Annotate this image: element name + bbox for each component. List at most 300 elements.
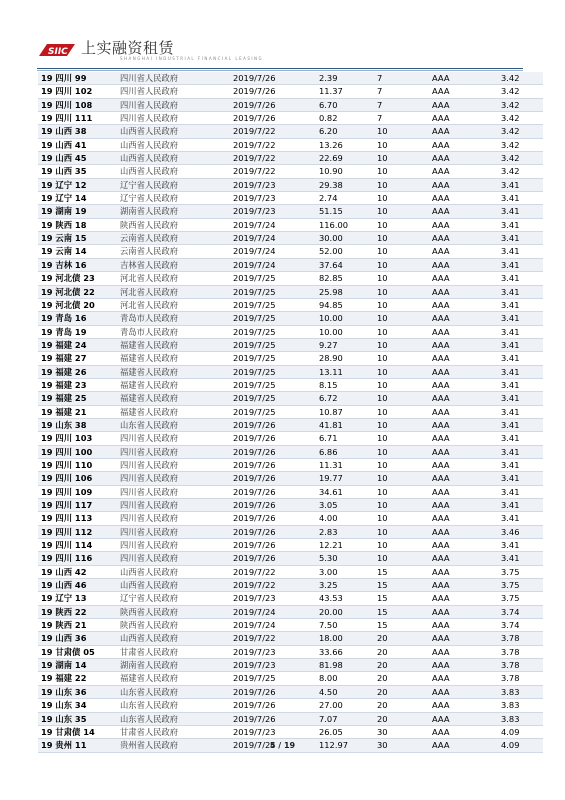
coupon-rate-cell: 3.41 bbox=[498, 432, 543, 445]
rating-cell: AAA bbox=[429, 659, 498, 672]
coupon-rate-cell: 3.41 bbox=[498, 392, 543, 405]
table-row bbox=[38, 485, 543, 498]
term-cell: 10 bbox=[374, 152, 429, 165]
rating-cell: AAA bbox=[429, 619, 498, 632]
bond-name-cell: 19 辽宁 12 bbox=[38, 178, 117, 191]
rating-cell: AAA bbox=[429, 232, 498, 245]
issuer-cell: 山西省人民政府 bbox=[117, 152, 230, 165]
table-row bbox=[38, 312, 543, 325]
issuer-cell: 四川省人民政府 bbox=[117, 539, 230, 552]
issue-date-cell: 2019/7/26 bbox=[230, 85, 316, 98]
coupon-rate-cell: 3.46 bbox=[498, 525, 543, 538]
issuer-cell: 四川省人民政府 bbox=[117, 445, 230, 458]
amount-cell: 94.85 bbox=[316, 298, 374, 311]
rating-cell: AAA bbox=[429, 472, 498, 485]
rating-cell: AAA bbox=[429, 205, 498, 218]
rating-cell: AAA bbox=[429, 245, 498, 258]
amount-cell: 6.71 bbox=[316, 432, 374, 445]
coupon-rate-cell: 3.42 bbox=[498, 85, 543, 98]
company-logo bbox=[37, 36, 264, 64]
coupon-rate-cell: 3.41 bbox=[498, 539, 543, 552]
issue-date-cell: 2019/7/26 bbox=[230, 552, 316, 565]
issue-date-cell: 2019/7/22 bbox=[230, 565, 316, 578]
issue-date-cell: 2019/7/26 bbox=[230, 539, 316, 552]
issuer-cell: 福建省人民政府 bbox=[117, 672, 230, 685]
bond-name-cell: 19 甘肃债 05 bbox=[38, 645, 117, 658]
term-cell: 7 bbox=[374, 98, 429, 111]
amount-cell: 9.27 bbox=[316, 338, 374, 351]
bond-name-cell: 19 辽宁 14 bbox=[38, 192, 117, 205]
coupon-rate-cell: 3.75 bbox=[498, 592, 543, 605]
coupon-rate-cell: 3.42 bbox=[498, 112, 543, 125]
table-row bbox=[38, 85, 543, 98]
issuer-cell: 四川省人民政府 bbox=[117, 85, 230, 98]
table-row bbox=[38, 565, 543, 578]
term-cell: 10 bbox=[374, 445, 429, 458]
table-row bbox=[38, 579, 543, 592]
term-cell: 30 bbox=[374, 739, 429, 752]
issue-date-cell: 2019/7/26 bbox=[230, 432, 316, 445]
term-cell: 20 bbox=[374, 632, 429, 645]
term-cell: 7 bbox=[374, 72, 429, 85]
amount-cell: 37.64 bbox=[316, 258, 374, 271]
bond-name-cell: 19 福建 23 bbox=[38, 378, 117, 391]
bond-name-cell: 19 山西 36 bbox=[38, 632, 117, 645]
issuer-cell: 四川省人民政府 bbox=[117, 512, 230, 525]
coupon-rate-cell: 3.41 bbox=[498, 352, 543, 365]
coupon-rate-cell: 3.42 bbox=[498, 165, 543, 178]
issuer-cell: 四川省人民政府 bbox=[117, 472, 230, 485]
issue-date-cell: 2019/7/24 bbox=[230, 245, 316, 258]
issuer-cell: 云南省人民政府 bbox=[117, 232, 230, 245]
amount-cell: 25.98 bbox=[316, 285, 374, 298]
coupon-rate-cell: 3.41 bbox=[498, 205, 543, 218]
table-row bbox=[38, 458, 543, 471]
issue-date-cell: 2019/7/26 bbox=[230, 685, 316, 698]
term-cell: 10 bbox=[374, 298, 429, 311]
issuer-cell: 贵州省人民政府 bbox=[117, 739, 230, 752]
table-row bbox=[38, 445, 543, 458]
table-row bbox=[38, 592, 543, 605]
issue-date-cell: 2019/7/22 bbox=[230, 632, 316, 645]
term-cell: 7 bbox=[374, 112, 429, 125]
term-cell: 10 bbox=[374, 272, 429, 285]
amount-cell: 6.72 bbox=[316, 392, 374, 405]
amount-cell: 6.70 bbox=[316, 98, 374, 111]
amount-cell: 82.85 bbox=[316, 272, 374, 285]
coupon-rate-cell: 3.41 bbox=[498, 218, 543, 231]
coupon-rate-cell: 3.41 bbox=[498, 285, 543, 298]
bond-name-cell: 19 青岛 19 bbox=[38, 325, 117, 338]
issuer-cell: 山西省人民政府 bbox=[117, 165, 230, 178]
bond-name-cell: 19 陕西 18 bbox=[38, 218, 117, 231]
table-row bbox=[38, 512, 543, 525]
rating-cell: AAA bbox=[429, 418, 498, 431]
coupon-rate-cell: 3.41 bbox=[498, 192, 543, 205]
amount-cell: 26.05 bbox=[316, 725, 374, 738]
bond-name-cell: 19 甘肃债 14 bbox=[38, 725, 117, 738]
table-row bbox=[38, 378, 543, 391]
amount-cell: 112.97 bbox=[316, 739, 374, 752]
issue-date-cell: 2019/7/24 bbox=[230, 218, 316, 231]
header-rule-secondary bbox=[37, 70, 523, 71]
coupon-rate-cell: 3.41 bbox=[498, 485, 543, 498]
rating-cell: AAA bbox=[429, 445, 498, 458]
issue-date-cell: 2019/7/26 bbox=[230, 418, 316, 431]
term-cell: 10 bbox=[374, 378, 429, 391]
rating-cell: AAA bbox=[429, 285, 498, 298]
term-cell: 10 bbox=[374, 512, 429, 525]
amount-cell: 27.00 bbox=[316, 699, 374, 712]
amount-cell: 13.26 bbox=[316, 138, 374, 151]
bond-name-cell: 19 山西 46 bbox=[38, 579, 117, 592]
table-row bbox=[38, 472, 543, 485]
coupon-rate-cell: 3.41 bbox=[498, 512, 543, 525]
bond-name-cell: 19 四川 109 bbox=[38, 485, 117, 498]
term-cell: 10 bbox=[374, 432, 429, 445]
issue-date-cell: 2019/7/25 bbox=[230, 672, 316, 685]
rating-cell: AAA bbox=[429, 699, 498, 712]
rating-cell: AAA bbox=[429, 312, 498, 325]
rating-cell: AAA bbox=[429, 125, 498, 138]
amount-cell: 7.50 bbox=[316, 619, 374, 632]
term-cell: 15 bbox=[374, 605, 429, 618]
coupon-rate-cell: 3.78 bbox=[498, 645, 543, 658]
term-cell: 10 bbox=[374, 325, 429, 338]
amount-cell: 7.07 bbox=[316, 712, 374, 725]
coupon-rate-cell: 3.41 bbox=[498, 272, 543, 285]
table-row bbox=[38, 725, 543, 738]
term-cell: 20 bbox=[374, 672, 429, 685]
issuer-cell: 四川省人民政府 bbox=[117, 72, 230, 85]
issuer-cell: 山东省人民政府 bbox=[117, 418, 230, 431]
term-cell: 10 bbox=[374, 338, 429, 351]
coupon-rate-cell: 3.74 bbox=[498, 605, 543, 618]
bond-name-cell: 19 辽宁 13 bbox=[38, 592, 117, 605]
rating-cell: AAA bbox=[429, 592, 498, 605]
page-number: 5 / 19 bbox=[269, 741, 296, 750]
coupon-rate-cell: 3.41 bbox=[498, 325, 543, 338]
table-row bbox=[38, 192, 543, 205]
coupon-rate-cell: 3.41 bbox=[498, 499, 543, 512]
table-row bbox=[38, 619, 543, 632]
issuer-cell: 辽宁省人民政府 bbox=[117, 592, 230, 605]
term-cell: 10 bbox=[374, 245, 429, 258]
bond-name-cell: 19 山东 38 bbox=[38, 418, 117, 431]
bond-name-cell: 19 河北债 22 bbox=[38, 285, 117, 298]
bond-name-cell: 19 贵州 11 bbox=[38, 739, 117, 752]
issue-date-cell: 2019/7/26 bbox=[230, 712, 316, 725]
term-cell: 10 bbox=[374, 418, 429, 431]
issue-date-cell: 2019/7/24 bbox=[230, 605, 316, 618]
bond-name-cell: 19 陕西 21 bbox=[38, 619, 117, 632]
term-cell: 10 bbox=[374, 552, 429, 565]
term-cell: 10 bbox=[374, 125, 429, 138]
coupon-rate-cell: 3.41 bbox=[498, 312, 543, 325]
amount-cell: 30.00 bbox=[316, 232, 374, 245]
rating-cell: AAA bbox=[429, 218, 498, 231]
table-row bbox=[38, 659, 543, 672]
bond-name-cell: 19 四川 112 bbox=[38, 525, 117, 538]
term-cell: 10 bbox=[374, 312, 429, 325]
page-header bbox=[0, 0, 565, 72]
issuer-cell: 河北省人民政府 bbox=[117, 272, 230, 285]
issue-date-cell: 2019/7/26 bbox=[230, 485, 316, 498]
bond-name-cell: 19 山东 35 bbox=[38, 712, 117, 725]
table-row bbox=[38, 245, 543, 258]
issue-date-cell: 2019/7/25 bbox=[230, 365, 316, 378]
bond-name-cell: 19 四川 99 bbox=[38, 72, 117, 85]
rating-cell: AAA bbox=[429, 178, 498, 191]
coupon-rate-cell: 3.41 bbox=[498, 378, 543, 391]
issuer-cell: 山西省人民政府 bbox=[117, 632, 230, 645]
bond-name-cell: 19 福建 26 bbox=[38, 365, 117, 378]
amount-cell: 116.00 bbox=[316, 218, 374, 231]
issuer-cell: 陕西省人民政府 bbox=[117, 605, 230, 618]
rating-cell: AAA bbox=[429, 258, 498, 271]
issue-date-cell: 2019/7/26 bbox=[230, 72, 316, 85]
issue-date-cell: 2019/7/24 bbox=[230, 232, 316, 245]
issue-date-cell: 2019/7/26 bbox=[230, 112, 316, 125]
term-cell: 10 bbox=[374, 499, 429, 512]
rating-cell: AAA bbox=[429, 392, 498, 405]
table-row bbox=[38, 125, 543, 138]
amount-cell: 52.00 bbox=[316, 245, 374, 258]
rating-cell: AAA bbox=[429, 685, 498, 698]
issue-date-cell: 2019/7/23 bbox=[230, 592, 316, 605]
term-cell: 10 bbox=[374, 539, 429, 552]
amount-cell: 3.05 bbox=[316, 499, 374, 512]
amount-cell: 5.30 bbox=[316, 552, 374, 565]
issuer-cell: 山东省人民政府 bbox=[117, 712, 230, 725]
term-cell: 10 bbox=[374, 405, 429, 418]
issuer-cell: 四川省人民政府 bbox=[117, 499, 230, 512]
issue-date-cell: 2019/7/24 bbox=[230, 739, 316, 752]
coupon-rate-cell: 3.41 bbox=[498, 178, 543, 191]
issue-date-cell: 2019/7/25 bbox=[230, 298, 316, 311]
table-row bbox=[38, 112, 543, 125]
rating-cell: AAA bbox=[429, 552, 498, 565]
issue-date-cell: 2019/7/25 bbox=[230, 285, 316, 298]
bond-name-cell: 19 青岛 16 bbox=[38, 312, 117, 325]
issue-date-cell: 2019/7/24 bbox=[230, 258, 316, 271]
rating-cell: AAA bbox=[429, 272, 498, 285]
rating-cell: AAA bbox=[429, 85, 498, 98]
table-row bbox=[38, 178, 543, 191]
coupon-rate-cell: 3.41 bbox=[498, 418, 543, 431]
amount-cell: 6.86 bbox=[316, 445, 374, 458]
term-cell: 10 bbox=[374, 218, 429, 231]
table-row bbox=[38, 432, 543, 445]
issuer-cell: 四川省人民政府 bbox=[117, 112, 230, 125]
coupon-rate-cell: 3.41 bbox=[498, 445, 543, 458]
amount-cell: 2.83 bbox=[316, 525, 374, 538]
amount-cell: 11.31 bbox=[316, 458, 374, 471]
issue-date-cell: 2019/7/26 bbox=[230, 458, 316, 471]
issue-date-cell: 2019/7/26 bbox=[230, 445, 316, 458]
coupon-rate-cell: 3.41 bbox=[498, 405, 543, 418]
issue-date-cell: 2019/7/25 bbox=[230, 338, 316, 351]
amount-cell: 20.00 bbox=[316, 605, 374, 618]
rating-cell: AAA bbox=[429, 165, 498, 178]
rating-cell: AAA bbox=[429, 365, 498, 378]
coupon-rate-cell: 3.42 bbox=[498, 72, 543, 85]
rating-cell: AAA bbox=[429, 192, 498, 205]
issue-date-cell: 2019/7/26 bbox=[230, 472, 316, 485]
amount-cell: 43.53 bbox=[316, 592, 374, 605]
issuer-cell: 甘肃省人民政府 bbox=[117, 645, 230, 658]
amount-cell: 29.38 bbox=[316, 178, 374, 191]
rating-cell: AAA bbox=[429, 499, 498, 512]
bond-name-cell: 19 山西 38 bbox=[38, 125, 117, 138]
bond-name-cell: 19 四川 111 bbox=[38, 112, 117, 125]
bond-name-cell: 19 四川 108 bbox=[38, 98, 117, 111]
table-row bbox=[38, 672, 543, 685]
issuer-cell: 四川省人民政府 bbox=[117, 485, 230, 498]
rating-cell: AAA bbox=[429, 712, 498, 725]
issuer-cell: 四川省人民政府 bbox=[117, 432, 230, 445]
coupon-rate-cell: 3.75 bbox=[498, 565, 543, 578]
term-cell: 10 bbox=[374, 232, 429, 245]
amount-cell: 12.21 bbox=[316, 539, 374, 552]
rating-cell: AAA bbox=[429, 325, 498, 338]
amount-cell: 34.61 bbox=[316, 485, 374, 498]
term-cell: 10 bbox=[374, 485, 429, 498]
table-row bbox=[38, 98, 543, 111]
issuer-cell: 云南省人民政府 bbox=[117, 245, 230, 258]
issue-date-cell: 2019/7/26 bbox=[230, 499, 316, 512]
issuer-cell: 陕西省人民政府 bbox=[117, 218, 230, 231]
issue-date-cell: 2019/7/26 bbox=[230, 512, 316, 525]
coupon-rate-cell: 3.78 bbox=[498, 659, 543, 672]
table-row bbox=[38, 152, 543, 165]
table-row bbox=[38, 272, 543, 285]
term-cell: 10 bbox=[374, 525, 429, 538]
issuer-cell: 湖南省人民政府 bbox=[117, 205, 230, 218]
bond-name-cell: 19 福建 24 bbox=[38, 338, 117, 351]
bond-name-cell: 19 福建 22 bbox=[38, 672, 117, 685]
rating-cell: AAA bbox=[429, 579, 498, 592]
bond-name-cell: 19 山西 45 bbox=[38, 152, 117, 165]
coupon-rate-cell: 3.74 bbox=[498, 619, 543, 632]
coupon-rate-cell: 3.42 bbox=[498, 138, 543, 151]
header-rule bbox=[37, 68, 523, 69]
table-row bbox=[38, 338, 543, 351]
term-cell: 10 bbox=[374, 205, 429, 218]
table-row bbox=[38, 205, 543, 218]
bond-name-cell: 19 湖南 19 bbox=[38, 205, 117, 218]
coupon-rate-cell: 3.42 bbox=[498, 152, 543, 165]
coupon-rate-cell: 3.83 bbox=[498, 712, 543, 725]
rating-cell: AAA bbox=[429, 512, 498, 525]
amount-cell: 19.77 bbox=[316, 472, 374, 485]
issuer-cell: 河北省人民政府 bbox=[117, 298, 230, 311]
logo-abbr: SIIC bbox=[48, 47, 68, 57]
issue-date-cell: 2019/7/23 bbox=[230, 178, 316, 191]
term-cell: 10 bbox=[374, 285, 429, 298]
issuer-cell: 河北省人民政府 bbox=[117, 285, 230, 298]
company-name-cn: 上实融资租赁 bbox=[81, 38, 175, 57]
coupon-rate-cell: 3.41 bbox=[498, 458, 543, 471]
issuer-cell: 陕西省人民政府 bbox=[117, 619, 230, 632]
term-cell: 20 bbox=[374, 685, 429, 698]
rating-cell: AAA bbox=[429, 352, 498, 365]
term-cell: 10 bbox=[374, 472, 429, 485]
bond-issuance-table bbox=[38, 72, 543, 753]
term-cell: 15 bbox=[374, 565, 429, 578]
coupon-rate-cell: 3.83 bbox=[498, 699, 543, 712]
rating-cell: AAA bbox=[429, 405, 498, 418]
table-row bbox=[38, 499, 543, 512]
coupon-rate-cell: 4.09 bbox=[498, 739, 543, 752]
rating-cell: AAA bbox=[429, 605, 498, 618]
issue-date-cell: 2019/7/23 bbox=[230, 205, 316, 218]
coupon-rate-cell: 3.41 bbox=[498, 298, 543, 311]
issuer-cell: 四川省人民政府 bbox=[117, 98, 230, 111]
bond-name-cell: 19 陕西 22 bbox=[38, 605, 117, 618]
bond-name-cell: 19 山东 34 bbox=[38, 699, 117, 712]
bond-name-cell: 19 吉林 16 bbox=[38, 258, 117, 271]
bond-name-cell: 19 山东 36 bbox=[38, 685, 117, 698]
table-row bbox=[38, 418, 543, 431]
rating-cell: AAA bbox=[429, 138, 498, 151]
term-cell: 20 bbox=[374, 645, 429, 658]
issue-date-cell: 2019/7/22 bbox=[230, 152, 316, 165]
bond-name-cell: 19 四川 110 bbox=[38, 458, 117, 471]
coupon-rate-cell: 3.41 bbox=[498, 338, 543, 351]
table-row bbox=[38, 552, 543, 565]
bond-name-cell: 19 山西 35 bbox=[38, 165, 117, 178]
issuer-cell: 山东省人民政府 bbox=[117, 699, 230, 712]
coupon-rate-cell: 3.41 bbox=[498, 232, 543, 245]
table-row bbox=[38, 405, 543, 418]
issuer-cell: 四川省人民政府 bbox=[117, 525, 230, 538]
amount-cell: 8.00 bbox=[316, 672, 374, 685]
rating-cell: AAA bbox=[429, 632, 498, 645]
amount-cell: 22.69 bbox=[316, 152, 374, 165]
table-row bbox=[38, 525, 543, 538]
term-cell: 7 bbox=[374, 85, 429, 98]
term-cell: 20 bbox=[374, 699, 429, 712]
amount-cell: 51.15 bbox=[316, 205, 374, 218]
issue-date-cell: 2019/7/25 bbox=[230, 378, 316, 391]
bond-name-cell: 19 四川 100 bbox=[38, 445, 117, 458]
table-row bbox=[38, 632, 543, 645]
bond-name-cell: 19 四川 117 bbox=[38, 499, 117, 512]
issuer-cell: 辽宁省人民政府 bbox=[117, 192, 230, 205]
rating-cell: AAA bbox=[429, 98, 498, 111]
issuer-cell: 辽宁省人民政府 bbox=[117, 178, 230, 191]
issuer-cell: 福建省人民政府 bbox=[117, 352, 230, 365]
table-row bbox=[38, 352, 543, 365]
issuer-cell: 山西省人民政府 bbox=[117, 125, 230, 138]
issuer-cell: 福建省人民政府 bbox=[117, 378, 230, 391]
issue-date-cell: 2019/7/22 bbox=[230, 138, 316, 151]
issue-date-cell: 2019/7/25 bbox=[230, 272, 316, 285]
amount-cell: 3.25 bbox=[316, 579, 374, 592]
term-cell: 10 bbox=[374, 178, 429, 191]
issuer-cell: 福建省人民政府 bbox=[117, 365, 230, 378]
issue-date-cell: 2019/7/25 bbox=[230, 392, 316, 405]
rating-cell: AAA bbox=[429, 72, 498, 85]
issuer-cell: 福建省人民政府 bbox=[117, 405, 230, 418]
table-row bbox=[38, 392, 543, 405]
bond-name-cell: 19 四川 103 bbox=[38, 432, 117, 445]
term-cell: 10 bbox=[374, 392, 429, 405]
table-row bbox=[38, 298, 543, 311]
rating-cell: AAA bbox=[429, 458, 498, 471]
amount-cell: 33.66 bbox=[316, 645, 374, 658]
